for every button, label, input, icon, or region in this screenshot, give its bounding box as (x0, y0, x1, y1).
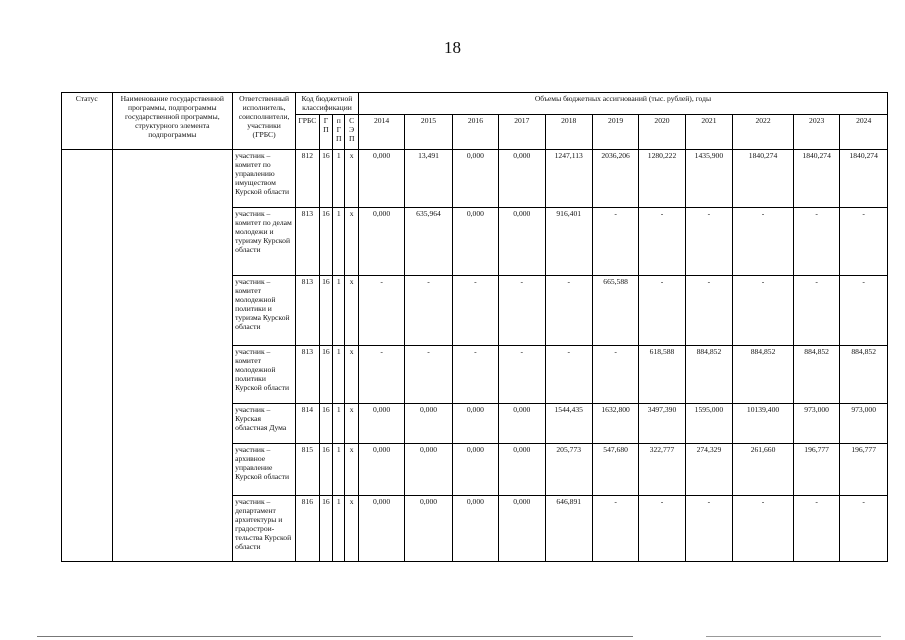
value-cell: - (545, 346, 592, 404)
value-cell: - (793, 208, 839, 276)
code-cell: 1 (333, 496, 345, 562)
header-year-2024: 2024 (840, 115, 888, 150)
header-code-gp: ГП (319, 115, 332, 150)
value-cell: - (733, 496, 794, 562)
value-cell: - (685, 276, 732, 346)
value-cell: 196,777 (793, 444, 839, 496)
header-year-2020: 2020 (639, 115, 685, 150)
header-year-2017: 2017 (499, 115, 545, 150)
value-cell: 916,401 (545, 208, 592, 276)
code-cell: 812 (296, 150, 320, 208)
value-cell: 0,000 (405, 496, 452, 562)
value-cell: - (639, 276, 685, 346)
value-cell: 0,000 (358, 150, 404, 208)
executor-cell: участник – комитет по управлению имуществом Курской области (233, 150, 296, 208)
executor-cell: участник – Курская областная Дума (233, 404, 296, 444)
value-cell: 1280,222 (639, 150, 685, 208)
value-cell: 1840,274 (840, 150, 888, 208)
value-cell: 0,000 (452, 496, 498, 562)
value-cell: 13,491 (405, 150, 452, 208)
code-cell: 1 (333, 208, 345, 276)
value-cell: 0,000 (499, 444, 545, 496)
value-cell: - (733, 276, 794, 346)
value-cell: - (592, 346, 638, 404)
value-cell: 0,000 (405, 404, 452, 444)
code-cell: х (345, 404, 358, 444)
code-cell: 813 (296, 346, 320, 404)
header-year-2019: 2019 (592, 115, 638, 150)
code-cell: 813 (296, 208, 320, 276)
value-cell: 0,000 (499, 150, 545, 208)
value-cell: - (452, 346, 498, 404)
value-cell: - (685, 208, 732, 276)
code-cell: 16 (319, 150, 332, 208)
code-cell: х (345, 346, 358, 404)
value-cell: 884,852 (793, 346, 839, 404)
value-cell: 973,000 (793, 404, 839, 444)
value-cell: - (639, 208, 685, 276)
value-cell: 1840,274 (733, 150, 794, 208)
value-cell: 0,000 (358, 208, 404, 276)
value-cell: - (499, 346, 545, 404)
header-name: Наименование государственной программы, подпрограммы государственной программы, структурного элемента подпрограммы (112, 93, 233, 150)
value-cell: - (639, 496, 685, 562)
code-cell: х (345, 150, 358, 208)
header-volumes: Объемы бюджетных ассигнований (тыс. рублей), годы (358, 93, 887, 115)
value-cell: 261,660 (733, 444, 794, 496)
value-cell: - (405, 346, 452, 404)
value-cell: 0,000 (405, 444, 452, 496)
value-cell: - (545, 276, 592, 346)
code-cell: 16 (319, 496, 332, 562)
value-cell: - (685, 496, 732, 562)
value-cell: - (358, 346, 404, 404)
value-cell: 1840,274 (793, 150, 839, 208)
value-cell: 635,964 (405, 208, 452, 276)
value-cell: 1595,000 (685, 404, 732, 444)
header-code-sep: СЭП (345, 115, 358, 150)
value-cell: 1544,435 (545, 404, 592, 444)
value-cell: 0,000 (358, 444, 404, 496)
value-cell: 0,000 (358, 404, 404, 444)
value-cell: 0,000 (499, 404, 545, 444)
value-cell: 665,588 (592, 276, 638, 346)
value-cell: - (452, 276, 498, 346)
header-year-2018: 2018 (545, 115, 592, 150)
budget-table (61, 92, 888, 562)
scan-edge-line (37, 636, 633, 637)
status-cell (62, 150, 113, 562)
table-row (62, 150, 888, 208)
value-cell: 973,000 (840, 404, 888, 444)
code-cell: 1 (333, 404, 345, 444)
value-cell: - (592, 496, 638, 562)
value-cell: 274,329 (685, 444, 732, 496)
header-year-2023: 2023 (793, 115, 839, 150)
value-cell: 0,000 (452, 444, 498, 496)
value-cell: - (793, 276, 839, 346)
value-cell: - (405, 276, 452, 346)
value-cell: - (793, 496, 839, 562)
code-cell: х (345, 208, 358, 276)
value-cell: 2036,206 (592, 150, 638, 208)
code-cell: 816 (296, 496, 320, 562)
value-cell: 322,777 (639, 444, 685, 496)
value-cell: 0,000 (499, 208, 545, 276)
value-cell: - (840, 496, 888, 562)
value-cell: 196,777 (840, 444, 888, 496)
header-code-grbs: ГРБС (296, 115, 320, 150)
value-cell: 547,680 (592, 444, 638, 496)
value-cell: 646,891 (545, 496, 592, 562)
value-cell: 10139,400 (733, 404, 794, 444)
value-cell: 1632,800 (592, 404, 638, 444)
value-cell: 0,000 (452, 404, 498, 444)
code-cell: 16 (319, 276, 332, 346)
code-cell: 813 (296, 276, 320, 346)
code-cell: 1 (333, 346, 345, 404)
header-year-2014: 2014 (358, 115, 404, 150)
code-cell: х (345, 444, 358, 496)
value-cell: 3497,390 (639, 404, 685, 444)
header-year-2015: 2015 (405, 115, 452, 150)
value-cell: - (592, 208, 638, 276)
code-cell: 815 (296, 444, 320, 496)
code-cell: 16 (319, 208, 332, 276)
value-cell: 1247,113 (545, 150, 592, 208)
value-cell: 0,000 (358, 496, 404, 562)
value-cell: 0,000 (452, 150, 498, 208)
scan-edge-line-right (706, 636, 881, 637)
executor-cell: участник – комитет по делам молодежи и туризму Курской области (233, 208, 296, 276)
executor-cell: участник – департамент архитектуры и градострои-тельства Курской области (233, 496, 296, 562)
value-cell: - (733, 208, 794, 276)
value-cell: - (499, 276, 545, 346)
value-cell: 205,773 (545, 444, 592, 496)
value-cell: 0,000 (499, 496, 545, 562)
value-cell: 0,000 (452, 208, 498, 276)
code-cell: 16 (319, 404, 332, 444)
value-cell: 884,852 (733, 346, 794, 404)
code-cell: 1 (333, 150, 345, 208)
header-year-2021: 2021 (685, 115, 732, 150)
value-cell: 884,852 (685, 346, 732, 404)
value-cell: 618,588 (639, 346, 685, 404)
code-cell: 1 (333, 444, 345, 496)
executor-cell: участник – архивное управление Курской области (233, 444, 296, 496)
page-number: 18 (444, 38, 461, 57)
value-cell: - (840, 276, 888, 346)
header-year-2022: 2022 (733, 115, 794, 150)
code-cell: 16 (319, 346, 332, 404)
value-cell: 1435,900 (685, 150, 732, 208)
code-cell: х (345, 496, 358, 562)
header-year-2016: 2016 (452, 115, 498, 150)
executor-cell: участник – комитет молодежной политики и туризма Курской области (233, 276, 296, 346)
code-cell: 16 (319, 444, 332, 496)
value-cell: 884,852 (840, 346, 888, 404)
value-cell: - (840, 208, 888, 276)
code-cell: 1 (333, 276, 345, 346)
executor-cell: участник – комитет молодежной политики Курской области (233, 346, 296, 404)
value-cell: - (358, 276, 404, 346)
header-status: Статус (62, 93, 113, 150)
header-executor: Ответственный исполнитель, соисполнители, участники (ГРБС) (233, 93, 296, 150)
code-cell: х (345, 276, 358, 346)
name-cell (112, 150, 233, 562)
header-budget-code: Код бюджетной классификации (296, 93, 359, 115)
code-cell: 814 (296, 404, 320, 444)
header-code-pgp: пГП (333, 115, 345, 150)
